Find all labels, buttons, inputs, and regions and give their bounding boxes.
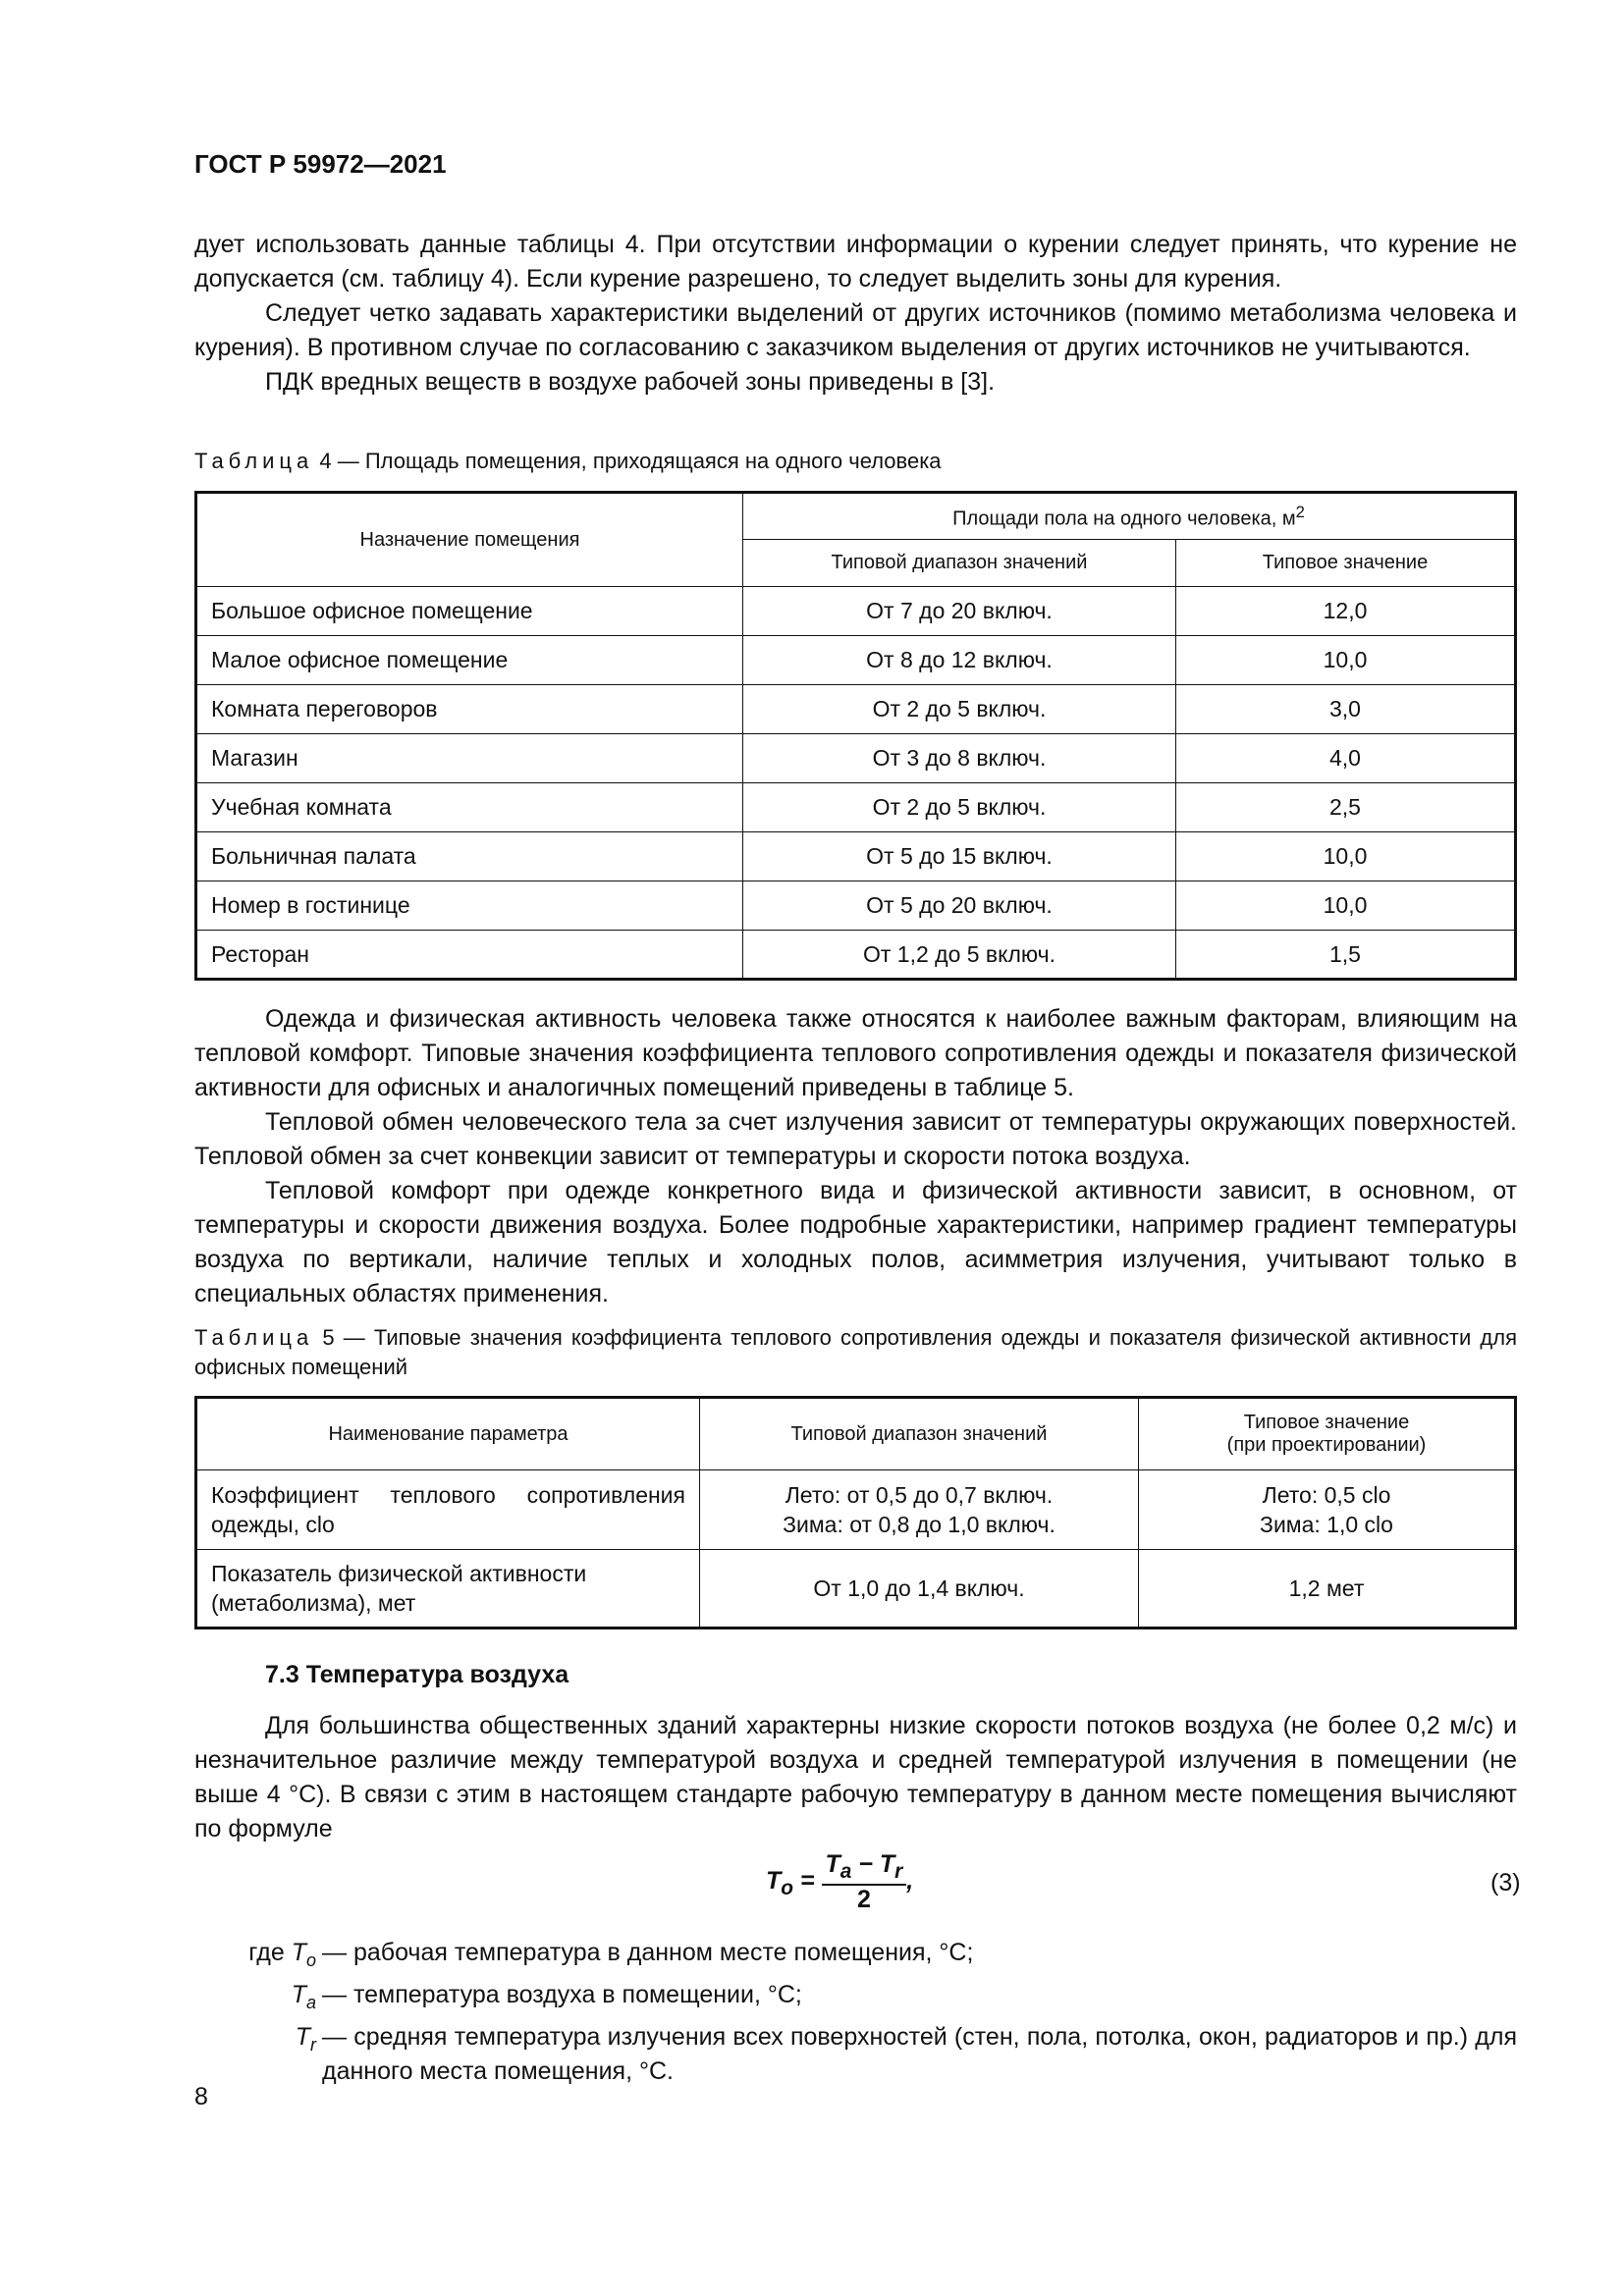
table-row bbox=[196, 832, 1516, 881]
document-header: ГОСТ Р 59972—2021 bbox=[194, 149, 447, 179]
cell-typical: 12,0 bbox=[1176, 587, 1516, 636]
section-heading: 7.3 Температура воздуха bbox=[265, 1661, 569, 1688]
cell-range: От 8 до 12 включ. bbox=[743, 636, 1176, 685]
table-row bbox=[196, 1550, 1516, 1629]
cell-range: От 7 до 20 включ. bbox=[743, 587, 1176, 636]
where-symbol: где $T_o$ bbox=[248, 1939, 316, 1970]
table-row bbox=[196, 587, 1516, 636]
header-purpose: Назначение помещения bbox=[196, 493, 743, 587]
cell-range: От 5 до 20 включ. bbox=[743, 881, 1176, 931]
where-text: — средняя температура излучения всех поверхностей (стен, пола, потолка, окон, радиаторов и пр.) для данного места помещения, °С. bbox=[322, 2023, 1517, 2085]
paragraph: Для большинства общественных зданий характерны низкие скорости потоков воздуха (не более 0,2 м/с) и незначительное различие между температурой воздуха и средней температурой излучения в помещении (не выше 4 °С). В связи с этим в настоящем стандарте рабочую температуру в данном месте помещения вычисляют по формуле bbox=[194, 1712, 1517, 1842]
paragraph: ПДК вредных веществ в воздухе рабочей зоны приведены в [3]. bbox=[265, 368, 996, 396]
equation-number: (3) bbox=[1490, 1869, 1521, 1896]
where-symbol: $T_a$ bbox=[291, 1981, 316, 2012]
table-5 bbox=[194, 1396, 1517, 1629]
table4-caption bbox=[194, 447, 1517, 476]
paragraph: Следует четко задавать характеристики выделений от других источников (помимо метаболизма человека и курения). В противном случае по согласованию с заказчиком выделения от других источников не учитываются. bbox=[194, 299, 1517, 361]
cell-param: Коэффициент теплового сопротивления одежды, clo bbox=[196, 1470, 700, 1550]
cell-range: От 2 до 5 включ. bbox=[743, 783, 1176, 832]
cell-range: От 5 до 15 включ. bbox=[743, 832, 1176, 881]
table-row bbox=[196, 685, 1516, 734]
cell-typical: Лето: 0,5 clo Зима: 1,0 clo bbox=[1139, 1470, 1516, 1550]
caption-label: Таблица bbox=[194, 1325, 314, 1350]
cell-purpose: Больничная палата bbox=[196, 832, 743, 881]
table-row bbox=[196, 636, 1516, 685]
where-text: — температура воздуха в помещении, °С; bbox=[322, 1981, 802, 2008]
header-typical: Типовое значение (при проектировании) bbox=[1139, 1398, 1516, 1470]
header-range: Типовой диапазон значений bbox=[743, 540, 1176, 587]
where-symbol: $T_r$ bbox=[295, 2023, 316, 2055]
cell-typical: 2,5 bbox=[1176, 783, 1516, 832]
header-area: Площади пола на одного человека, $м^2$ bbox=[743, 493, 1516, 540]
page-number: 8 bbox=[194, 2083, 208, 2110]
paragraph: Одежда и физическая активность человека также относятся к наиболее важным факторам, влияющим на тепловой комфорт. Типовые значения коэффициента теплового сопротивления одежды и показателя физической активности для офисных и аналогичных помещений приведены в таблице 5. bbox=[194, 1005, 1517, 1101]
paragraph: Тепловой обмен человеческого тела за счет излучения зависит от температуры окружающих поверхностей. Тепловой обмен за счет конвекции зависит от температуры и скорости потока воздуха. bbox=[194, 1108, 1517, 1170]
where-list bbox=[194, 1936, 1517, 2089]
cell-purpose: Магазин bbox=[196, 734, 743, 783]
cell-typical: 3,0 bbox=[1176, 685, 1516, 734]
body-paragraphs bbox=[194, 1002, 1517, 1311]
cell-range: От 1,2 до 5 включ. bbox=[743, 931, 1176, 980]
cell-typical: 10,0 bbox=[1176, 636, 1516, 685]
cell-param: Показатель физической активности (метаболизма), мет bbox=[196, 1550, 700, 1629]
cell-range: От 1,0 до 1,4 включ. bbox=[700, 1550, 1139, 1629]
table-4 bbox=[194, 491, 1517, 981]
cell-typical: 10,0 bbox=[1176, 881, 1516, 931]
where-item bbox=[194, 2020, 1517, 2089]
where-item bbox=[194, 1978, 1517, 2020]
cell-purpose: Ресторан bbox=[196, 931, 743, 980]
cell-typical: 1,2 мет bbox=[1139, 1550, 1516, 1629]
where-item bbox=[194, 1936, 1517, 1978]
header-range: Типовой диапазон значений bbox=[700, 1398, 1139, 1470]
table-row bbox=[196, 1470, 1516, 1550]
cell-typical: 4,0 bbox=[1176, 734, 1516, 783]
paragraph: Тепловой комфорт при одежде конкретного вида и физической активности зависит, в основном, от температуры и скорости движения воздуха. Более подробные характеристики, например градиент температуры воздуха по вертикали, наличие теплых и холодных полов, асимметрия излучения, учитывают только в специальных областях применения. bbox=[194, 1177, 1517, 1308]
header-param: Наименование параметра bbox=[196, 1398, 700, 1470]
cell-purpose: Номер в гостинице bbox=[196, 881, 743, 931]
cell-purpose: Малое офисное помещение bbox=[196, 636, 743, 685]
cell-purpose: Большое офисное помещение bbox=[196, 587, 743, 636]
formula: $T_o$ = $\frac{T_a - T_r}{2}$ , bbox=[766, 1850, 914, 1913]
cell-typical: 1,5 bbox=[1176, 931, 1516, 980]
cell-purpose: Учебная комната bbox=[196, 783, 743, 832]
cell-range: От 3 до 8 включ. bbox=[743, 734, 1176, 783]
where-text: — рабочая температура в данном месте помещения, °С; bbox=[322, 1939, 974, 1966]
table-row bbox=[196, 734, 1516, 783]
caption-text: 4 — Площадь помещения, приходящаяся на одного человека bbox=[319, 449, 942, 473]
cell-range: Лето: от 0,5 до 0,7 включ. Зима: от 0,8 до 1,0 включ. bbox=[700, 1470, 1139, 1550]
cell-range: От 2 до 5 включ. bbox=[743, 685, 1176, 734]
paragraph: дует использовать данные таблицы 4. При отсутствии информации о курении следует принять, что курение не допускается (см. таблицу 4). Если курение разрешено, то следует выделить зоны для курения. bbox=[194, 231, 1517, 293]
header-typical: Типовое значение bbox=[1176, 540, 1516, 587]
caption-text: 5 — Типовые значения коэффициента теплового сопротивления одежды и показателя физической активности для офисных помещений bbox=[194, 1325, 1517, 1379]
table-row bbox=[196, 931, 1516, 980]
section-paragraph bbox=[194, 1709, 1517, 1846]
cell-purpose: Комната переговоров bbox=[196, 685, 743, 734]
table5-caption bbox=[194, 1323, 1517, 1382]
caption-label: Таблица bbox=[194, 449, 314, 473]
intro-paragraphs bbox=[194, 228, 1517, 400]
cell-typical: 10,0 bbox=[1176, 832, 1516, 881]
table-row bbox=[196, 881, 1516, 931]
table-row bbox=[196, 783, 1516, 832]
